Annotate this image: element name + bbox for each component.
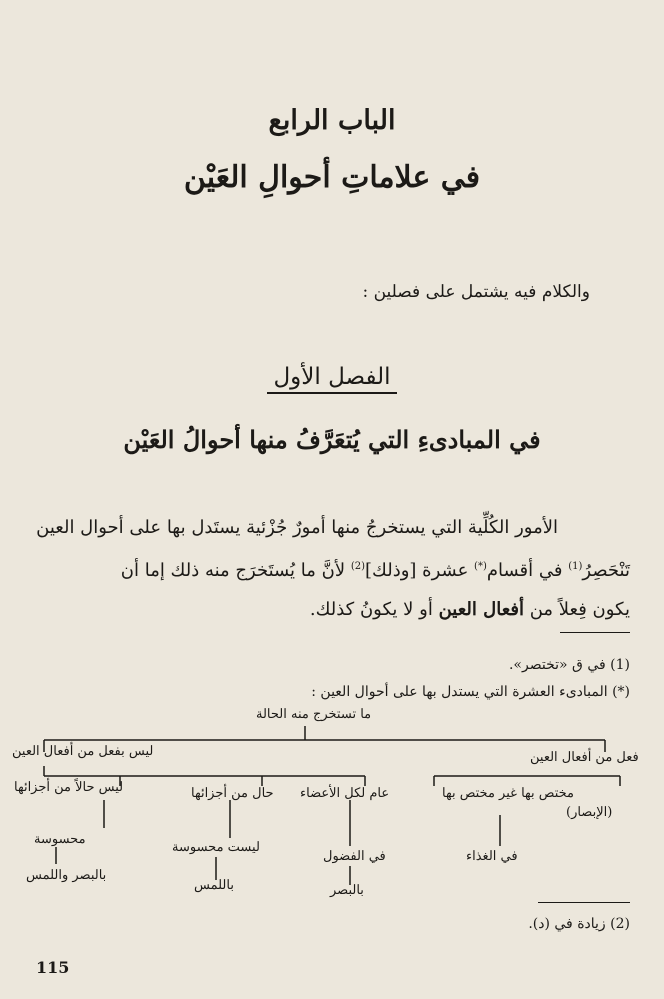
footnote-ref-1: (1) bbox=[568, 561, 583, 572]
footnote-rule-2 bbox=[538, 902, 630, 903]
page-number: 115 bbox=[36, 958, 70, 977]
tree-leaf-excess: في الفضول bbox=[323, 849, 386, 864]
tree-right-branch: فعل من أفعال العين bbox=[530, 750, 639, 765]
tree-left-branch: ليس بفعل من أفعال العين bbox=[12, 744, 154, 759]
tree-middle: عام لكل الأعضاء bbox=[300, 786, 390, 801]
footnote-1: (1) في ق «تختصر». bbox=[508, 657, 630, 673]
paragraph-text: عشرة [وذلك] bbox=[365, 560, 475, 581]
footnote-ref-star: (*) bbox=[474, 561, 487, 572]
tree-root: ما تستخرج منه الحالة bbox=[256, 707, 372, 722]
chapter-subtitle: في علاماتِ أحوالِ العَيْن bbox=[183, 160, 481, 195]
chapter-title: الباب الرابع bbox=[268, 105, 396, 136]
paragraph-text: يكون فِعلاً من bbox=[523, 599, 630, 620]
paragraph-text: أو لا يكونُ كذلك. bbox=[309, 599, 439, 620]
paragraph-text: لأنَّ ما يُستَخرَج منه ذلك إما أن bbox=[120, 560, 351, 581]
footnote-2: (2) زيادة في (د). bbox=[528, 916, 630, 932]
tree-leaf-tangible: محسوسة bbox=[34, 832, 86, 847]
bold-term: أفعال العين bbox=[438, 599, 524, 620]
tree-leaf-excess-by: بالبصر bbox=[330, 883, 364, 898]
tree-left-state: ليس حالاً من أجزائها bbox=[14, 780, 124, 795]
tree-middle-state: حال من أجزائها bbox=[191, 786, 274, 801]
tree-leaf-tangible-by: بالبصر واللمس bbox=[26, 868, 107, 883]
section-heading-text: الفصل الأول bbox=[267, 364, 396, 394]
tree-leaf-not-tangible: ليست محسوسة bbox=[172, 840, 260, 855]
paragraph-text: تَنْحَصِرُ bbox=[582, 560, 630, 581]
tree-right-children: مختص بها غير مختص بها bbox=[442, 786, 574, 801]
footnote-ref-2: (2) bbox=[350, 561, 366, 572]
tree-right-note: (الإبصار) bbox=[566, 805, 613, 820]
paragraph-line-1: الأمور الكُلِّية التي يستخرجُ منها أمورٌ جُزْئية يستَدل بها على أحوال العين bbox=[36, 517, 558, 538]
tree-leaf-food: في الغذاء bbox=[466, 849, 518, 864]
section-title: في المبادىءِ التي يُتعَرَّفُ منها أحوالُ العَيْن bbox=[123, 425, 541, 454]
tree-leaf-not-tangible-by: باللمس bbox=[194, 878, 234, 893]
chapter-intro: والكلام فيه يشتمل على فصلين : bbox=[362, 282, 590, 302]
footnote-star: (*) المبادىء العشرة التي يستدل بها على أحوال العين : bbox=[311, 684, 630, 700]
paragraph-text: في أقسام bbox=[486, 560, 569, 581]
